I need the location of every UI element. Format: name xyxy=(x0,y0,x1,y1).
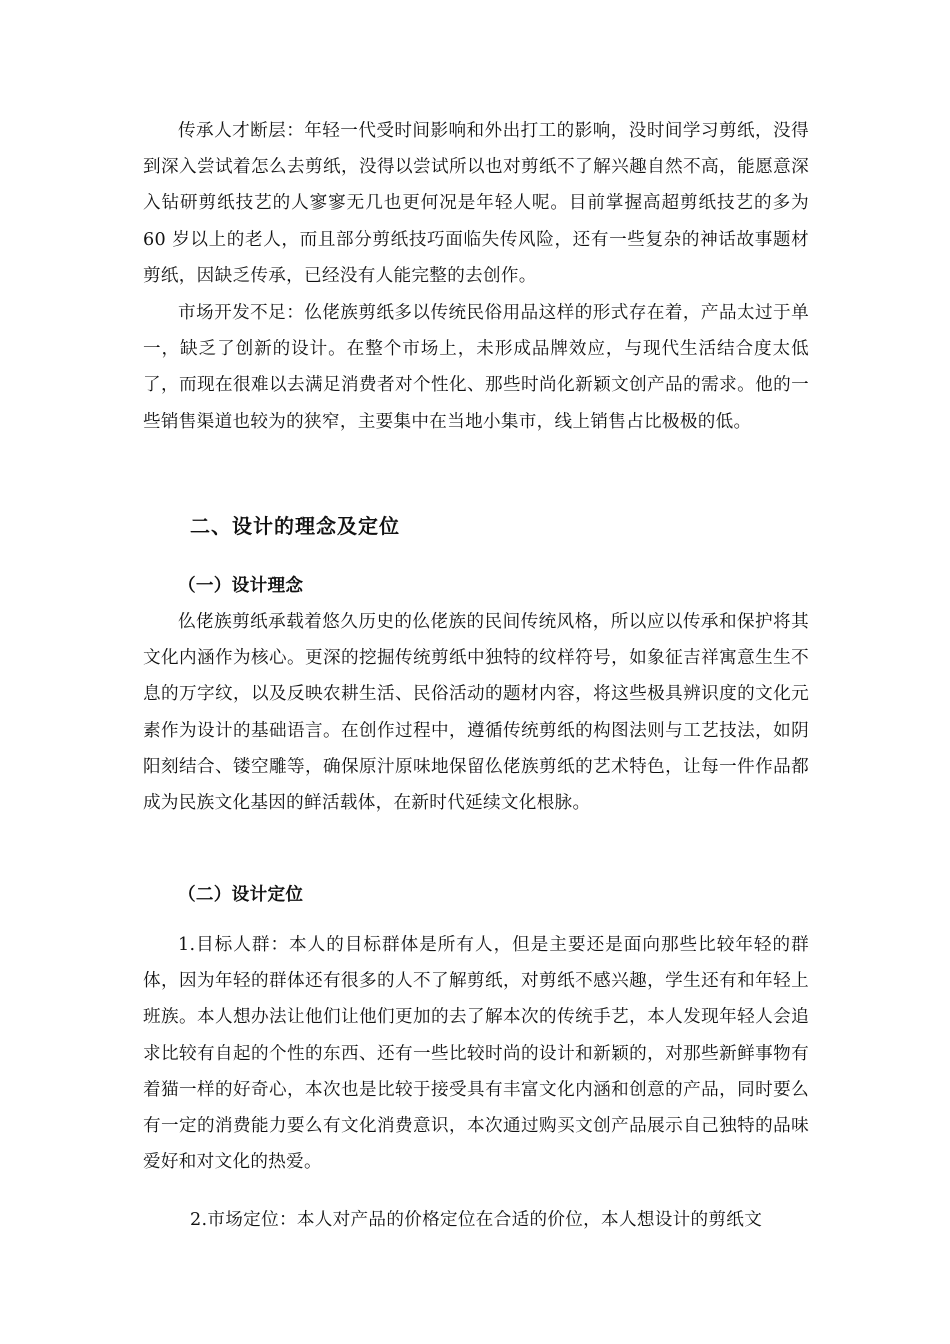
subheading-design-positioning: （二）设计定位 xyxy=(178,884,304,905)
paragraph-inheritance-gap: 传承人才断层：年轻一代受时间影响和外出打工的影响，没时间学习剪纸，没得到深入尝试着怎么去剪纸，没得以尝试所以也对剪纸不了解兴趣自然不高，能愿意深入钻研剪纸技艺的人寥寥无几也更何况是年轻人呢。目前掌握高超剪纸技艺的多为 60 岁以上的老人，而且部分剪纸技巧面临失传风险，还有一些复杂的神话故事题材剪纸，因缺乏传承，已经没有人能完整的去创作。 xyxy=(143,121,809,286)
paragraph-design-concept: 仫佬族剪纸承载着悠久历史的仫佬族的民间传统风格，所以应以传承和保护将其文化内涵作为核心。更深的挖掘传统剪纸中独特的纹样符号，如象征吉祥寓意生生不息的万字纹，以及反映农耕生活、民俗活动的题材内容，将这些极具辨识度的文化元素作为设计的基础语言。在创作过程中，遵循传统剪纸的构图法则与工艺技法，如阴阳刻结合、镂空雕等，确保原汁原味地保留仫佬族剪纸的艺术特色，让每一件作品都成为民族文化基因的鲜活载体，在新时代延续文化根脉。 xyxy=(143,612,809,814)
subheading-design-concept: （一）设计理念 xyxy=(178,575,304,596)
paragraph-market-development: 市场开发不足：仫佬族剪纸多以传统民俗用品这样的形式存在着，产品太过于单一，缺乏了创新的设计。在整个市场上，未形成品牌效应，与现代生活结合度太低了，而现在很难以去满足消费者对个性化、那些时尚化新颖文创产品的需求。他的一些销售渠道也较为的狭窄，主要集中在当地小集市，线上销售占比极极的低。 xyxy=(143,303,809,432)
paragraph-target-audience: 1.目标人群：本人的目标群体是所有人，但是主要还是面向那些比较年轻的群体，因为年轻的群体还有很多的人不了解剪纸，对剪纸不感兴趣，学生还有和年轻上班族。本人想办法让他们让他们更加的去了解本次的传统手艺，本人发现年轻人会追求比较有自起的个性的东西、还有一些比较时尚的设计和新颖的，对那些新鲜事物有着猫一样的好奇心，本次也是比较于接受具有丰富文化内涵和创意的产品，同时要么有一定的消费能力要么有文化消费意识，本次通过购买文创产品展示自己独特的品味爱好和对文化的热爱。 xyxy=(143,935,809,1173)
section-heading: 二、设计的理念及定位 xyxy=(190,514,400,538)
paragraph-market-positioning: 2.市场定位：本人对产品的价格定位在合适的价位，本人想设计的剪纸文 xyxy=(190,1210,763,1230)
